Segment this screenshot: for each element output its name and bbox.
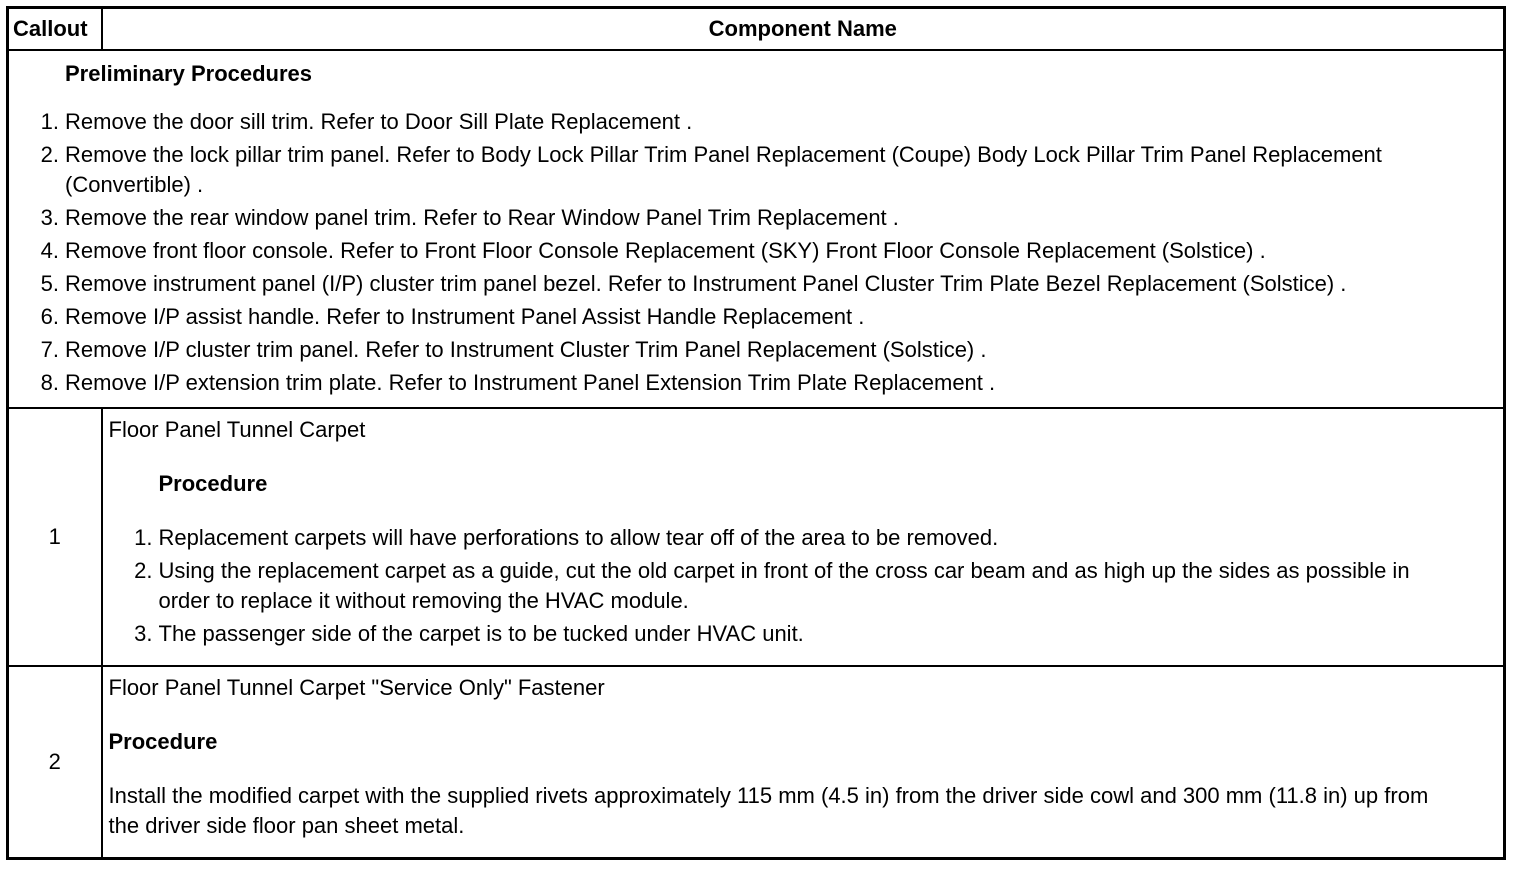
procedure-text: Install the modified carpet with the supplied rivets approximately 115 mm (4.5 in) from the driver side cowl and 300 mm (11.8 in) up from the driver side floor pan sheet metal. [108,783,1429,838]
step-number: 8. [40,370,59,395]
component-name: Floor Panel Tunnel Carpet "Service Only" Fastener [108,675,605,700]
step-number: 3. [134,621,153,646]
step-text: Using the replacement carpet as a guide, cut the old carpet in front of the cross car beam and as high up the sides as possible in order to replace it without removing the HVAC module. [158,558,1410,613]
list-item [25,368,1493,398]
step-text: Remove front floor console. Refer to Front Floor Console Replacement (SKY) Front Floor Console Replacement (Solstice) . [65,238,1266,263]
step-number: 1. [134,525,153,550]
preliminary-steps [25,107,1493,398]
component-name: Floor Panel Tunnel Carpet [108,417,366,442]
step-text: Remove the door sill trim. Refer to Door Sill Plate Replacement . [65,109,693,134]
table-header-row [8,8,1505,51]
step-text: The passenger side of the carpet is to be tucked under HVAC unit. [158,621,804,646]
step-text: Remove the rear window panel trim. Refer to Rear Window Panel Trim Replacement . [65,205,899,230]
component-cell [102,408,1505,666]
callout-number: 2 [8,666,102,859]
list-item [109,556,1464,616]
callout-number: 1 [8,408,102,666]
list-item [25,269,1493,299]
step-text: Replacement carpets will have perforations to allow tear off of the area to be removed. [158,525,999,550]
step-number: 7. [40,337,59,362]
step-number: 4. [40,238,59,263]
component-table [6,6,1506,860]
step-text: Remove the lock pillar trim panel. Refer to Body Lock Pillar Trim Panel Replacement (Coupe) Body Lock Pillar Trim Panel Replacement (Convertible) . [65,142,1382,197]
preliminary-title: Preliminary Procedures [65,61,313,86]
list-item [25,203,1493,233]
step-text: Remove instrument panel (I/P) cluster trim panel bezel. Refer to Instrument Panel Cluster Trim Plate Bezel Replacement (Solstice) . [65,271,1347,296]
table-row [8,666,1505,859]
procedure-title: Procedure [108,729,218,754]
step-number: 1. [40,109,59,134]
list-item [109,619,1464,649]
list-item [25,107,1493,137]
step-number: 2. [134,558,153,583]
list-item [25,236,1493,266]
component-cell [102,666,1505,859]
step-number: 2. [40,142,59,167]
procedure-title: Procedure [158,471,268,496]
preliminary-row [8,50,1505,408]
header-component-name: Component Name [102,8,1505,51]
list-item [109,523,1464,553]
list-item [25,140,1493,200]
step-number: 3. [40,205,59,230]
preliminary-cell [8,50,1505,408]
list-item [25,302,1493,332]
step-text: Remove I/P extension trim plate. Refer to Instrument Panel Extension Trim Plate Replacement . [65,370,996,395]
procedure-steps [109,523,1464,649]
table-row [8,408,1505,666]
header-callout: Callout [8,8,102,51]
list-item [25,335,1493,365]
step-number: 5. [40,271,59,296]
step-text: Remove I/P assist handle. Refer to Instrument Panel Assist Handle Replacement . [65,304,865,329]
step-number: 6. [40,304,59,329]
step-text: Remove I/P cluster trim panel. Refer to Instrument Cluster Trim Panel Replacement (Solstice) . [65,337,987,362]
